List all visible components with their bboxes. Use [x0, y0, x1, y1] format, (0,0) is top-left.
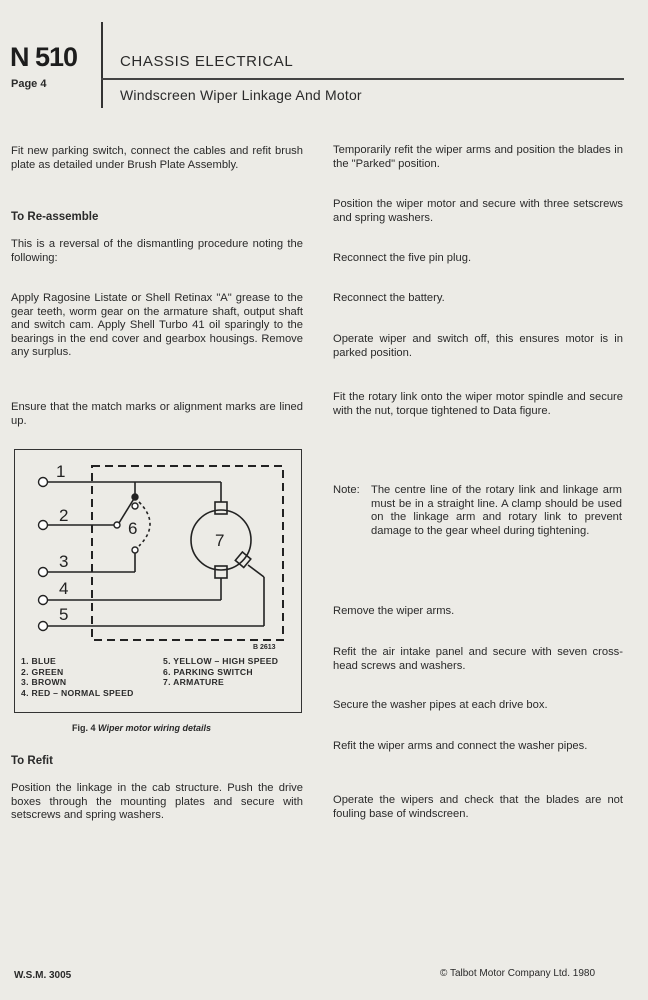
paragraph-refit-arms: Temporarily refit the wiper arms and position the blades in the "Parked" position.	[333, 144, 623, 170]
heading-refit: To Refit	[11, 755, 53, 767]
terminal-1-label: 1	[56, 462, 66, 481]
footer-copyright: © Talbot Motor Company Ltd. 1980	[440, 968, 596, 979]
armature-label: 7	[215, 531, 225, 550]
paragraph-parking-switch: Fit new parking switch, connect the cables and refit brush plate as detailed under Brush Plate Assembly.	[11, 145, 303, 171]
footer-manual-ref: W.S.M. 3005	[14, 970, 72, 981]
paragraph-remove-arms: Remove the wiper arms.	[333, 605, 455, 617]
legend-left	[21, 656, 134, 698]
section-title: CHASSIS ELECTRICAL	[120, 53, 294, 70]
page-number: Page 4	[11, 78, 47, 90]
legend-item: 7. ARMATURE	[163, 677, 225, 687]
paragraph-operate-wipers: Operate the wipers and check that the blades are not fouling base of windscreen.	[333, 794, 623, 820]
brush-top	[215, 502, 227, 514]
terminal-3-label: 3	[59, 552, 69, 571]
paragraph-washer-pipes: Secure the washer pipes at each drive box.	[333, 699, 548, 711]
paragraph-rotary-link: Fit the rotary link onto the wiper motor spindle and secure with the nut, torque tightened to Data figure.	[333, 391, 623, 417]
figure-caption-text: Wiper motor wiring details	[98, 723, 211, 733]
brush-bottom	[215, 566, 227, 578]
figure-caption	[72, 723, 211, 733]
paragraph-grease: Apply Ragosine Listate or Shell Retinax "A" grease to the gear teeth, worm gear on the armature shaft, output shaft and switch cam. Apply Shell Turbo 41 oil sparingly to the bearings in the end cover and gearbox housings. Remove any surplus.	[11, 292, 303, 359]
parking-switch-arc	[139, 502, 150, 546]
paragraph-position-linkage: Position the linkage in the cab structure. Push the drive boxes through the mounting plates and secure with setscrews and spring washers.	[11, 782, 303, 822]
manual-code: N 510	[10, 42, 78, 72]
figure-caption-number: Fig. 4	[72, 723, 96, 733]
terminal-1-circle	[39, 478, 48, 487]
paragraph-reconnect-battery: Reconnect the battery.	[333, 292, 445, 304]
terminal-4-label: 4	[59, 579, 69, 598]
paragraph-reversal: This is a reversal of the dismantling procedure noting the following:	[11, 238, 303, 264]
note-text: The centre line of the rotary link and linkage arm must be in a straight line. A clamp should be used on the linkage arm and rotary link to prevent damage to the gear wheel during tightening.	[371, 484, 622, 537]
terminal-2-label: 2	[59, 506, 69, 525]
terminal-5-label: 5	[59, 605, 69, 624]
legend-item: 5. YELLOW – HIGH SPEED	[163, 656, 279, 666]
legend-right	[163, 656, 278, 688]
legend-item: 6. PARKING SWITCH	[163, 666, 253, 677]
motor-housing-outline	[92, 466, 283, 640]
legend-item: 3. BROWN	[21, 677, 67, 687]
header-vertical-rule	[101, 22, 103, 108]
page-subtitle: Windscreen Wiper Linkage And Motor	[120, 87, 362, 103]
paragraph-reconnect-plug: Reconnect the five pin plug.	[333, 252, 472, 264]
terminal-3-circle	[39, 568, 48, 577]
paragraph-match-marks: Ensure that the match marks or alignment marks are lined up.	[11, 401, 303, 427]
terminal-5-circle	[39, 622, 48, 631]
parking-switch-label: 6	[128, 519, 138, 538]
legend-item: 4. RED – NORMAL SPEED	[21, 687, 134, 698]
note-label: Note:	[333, 484, 360, 496]
wiring-diagram	[14, 449, 302, 713]
terminal-4-circle	[39, 596, 48, 605]
paragraph-operate-wiper: Operate wiper and switch off, this ensures motor is in parked position.	[333, 333, 623, 359]
paragraph-position-motor: Position the wiper motor and secure with three setscrews and spring washers.	[333, 198, 623, 224]
legend-item: 1. BLUE	[21, 656, 57, 666]
figure-reference: B 2613	[253, 644, 276, 651]
terminal-2-circle	[39, 521, 48, 530]
header-horizontal-rule	[101, 78, 624, 80]
heading-reassemble: To Re-assemble	[11, 211, 99, 223]
paragraph-refit-wiper-arms: Refit the wiper arms and connect the washer pipes.	[333, 740, 588, 752]
legend-item: 2. GREEN	[21, 666, 64, 677]
paragraph-air-intake: Refit the air intake panel and secure with seven cross-head screws and washers.	[333, 646, 623, 672]
